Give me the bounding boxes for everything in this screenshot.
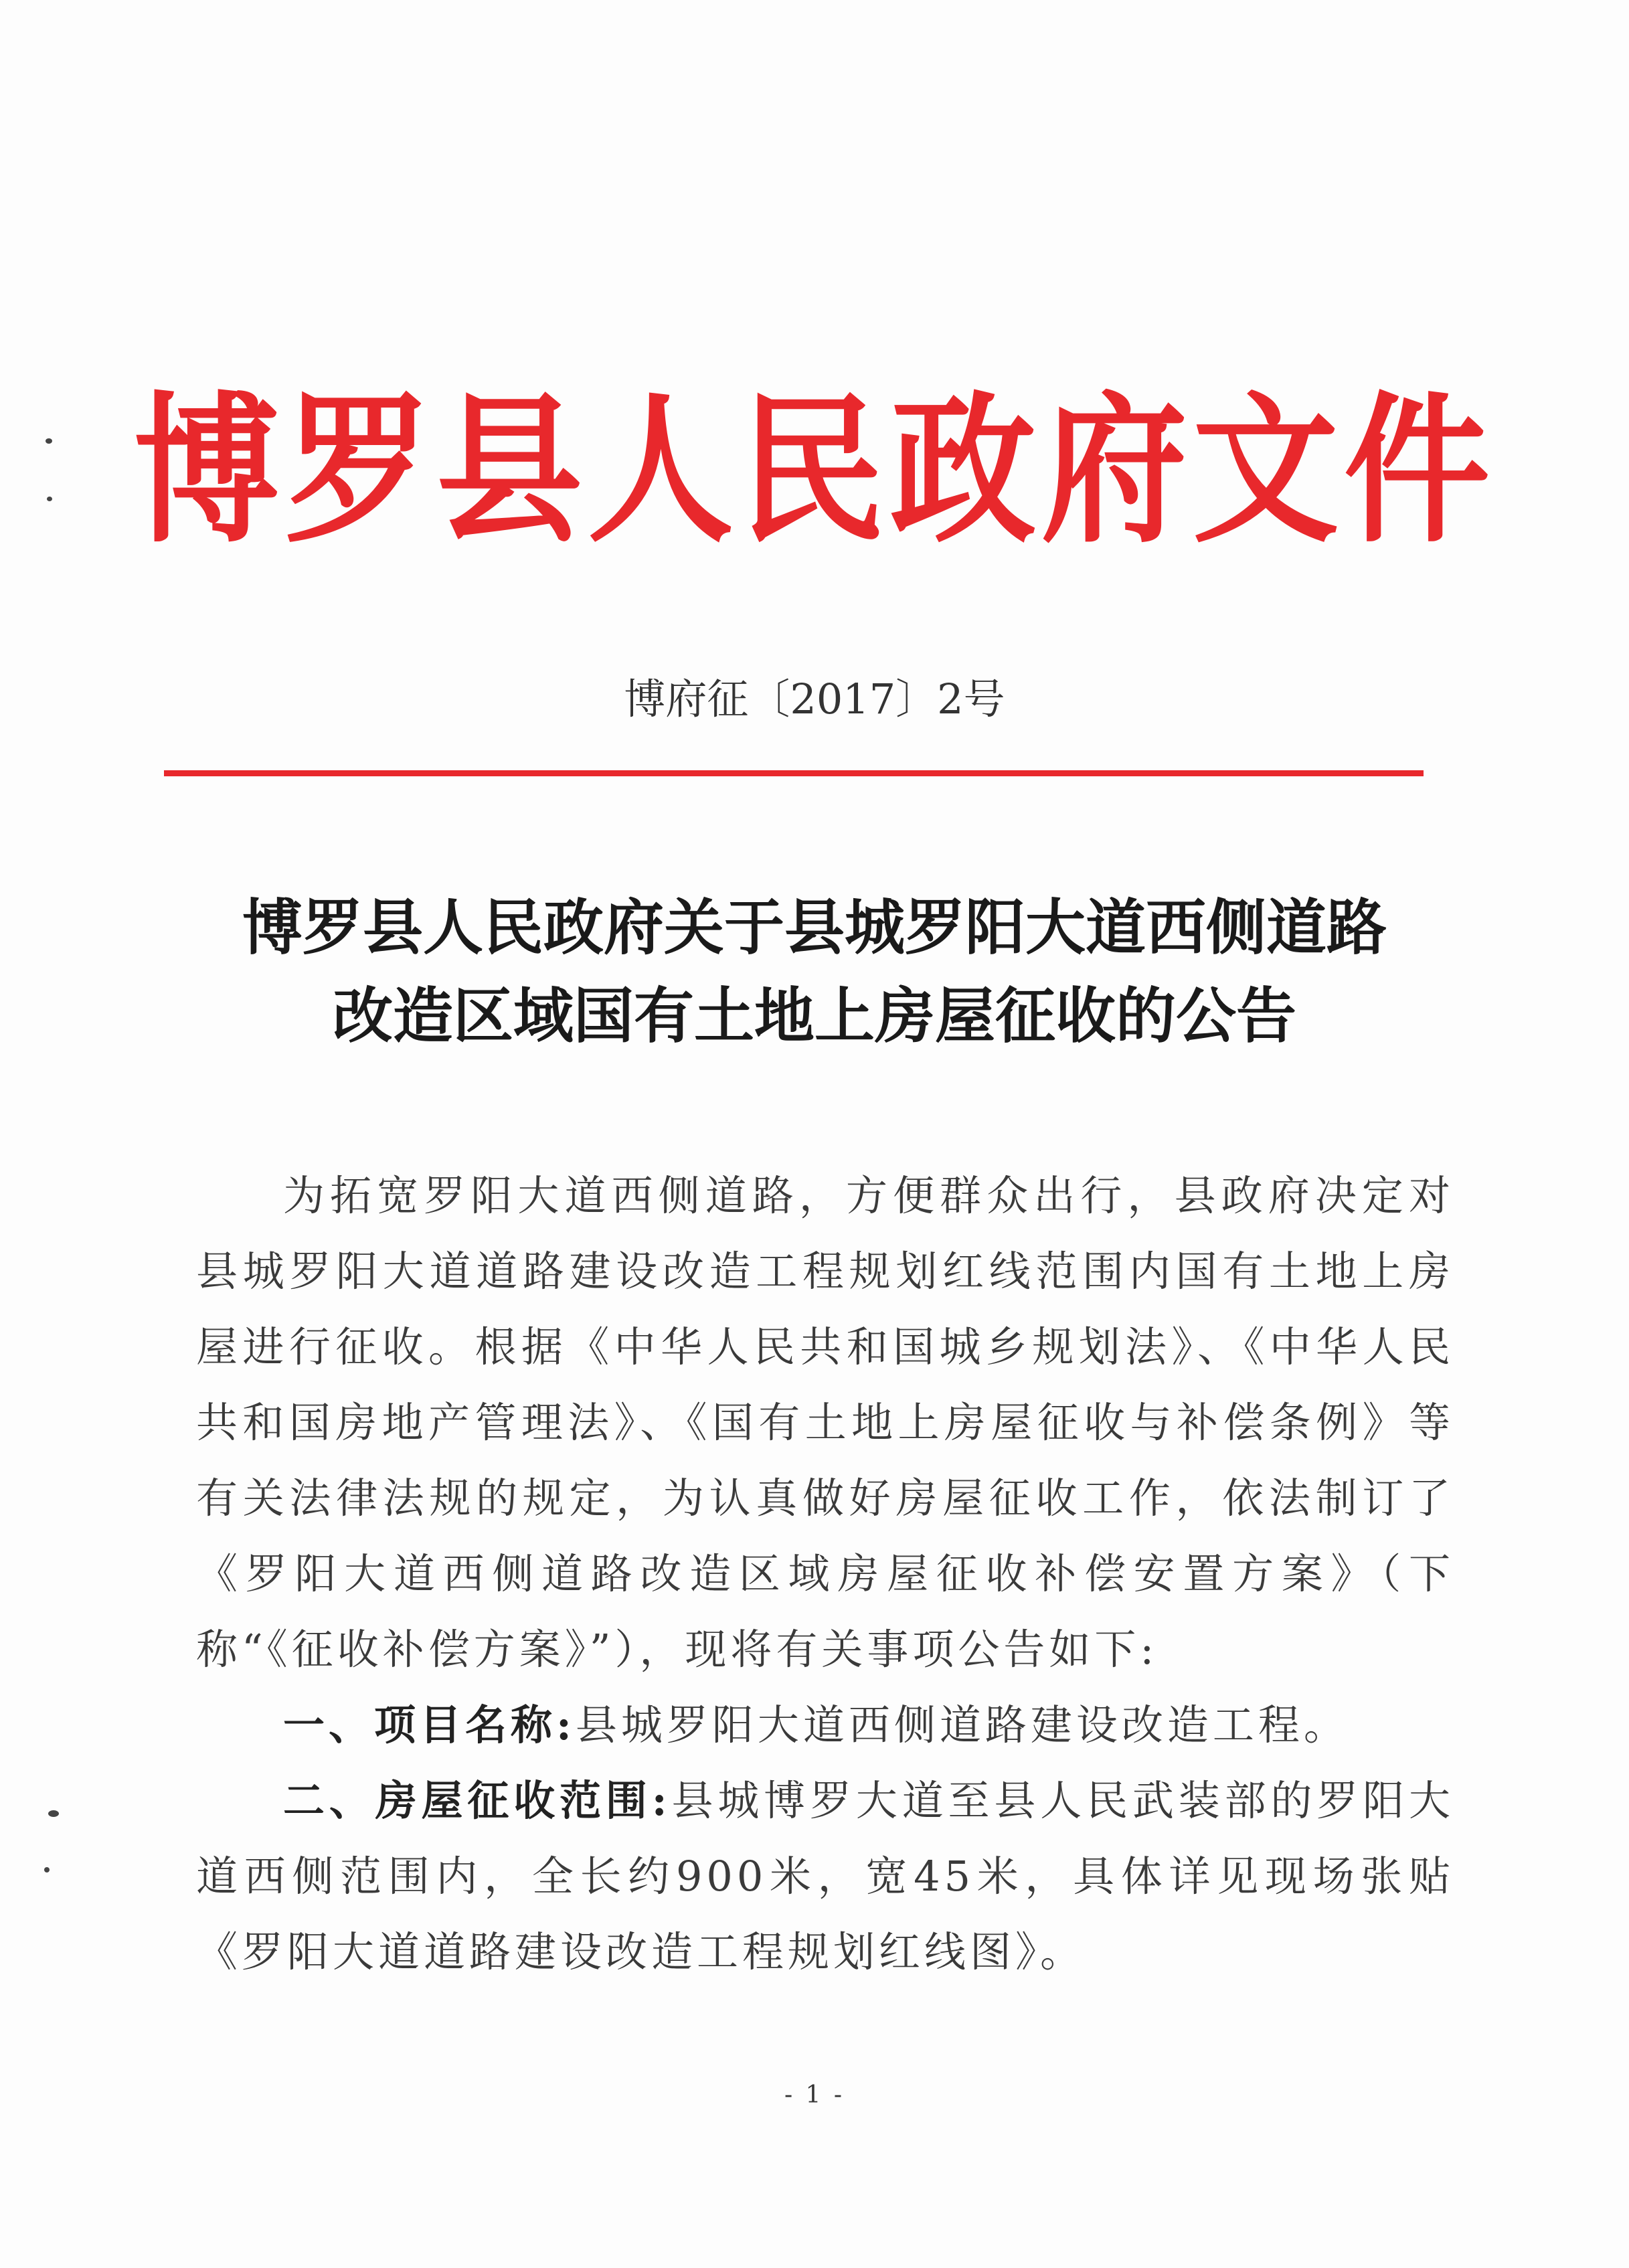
red-divider-line (164, 770, 1424, 776)
document-number: 博府征〔2017〕2号 (624, 675, 1005, 723)
item-text-1: 县城罗阳大道西侧道路建设改造工程。 (575, 1700, 1349, 1749)
item-paragraph-2 (196, 1763, 1454, 1990)
document-body (196, 1158, 1454, 1990)
title-line-2: 改造区域国有土地上房屋征收的公告 (333, 980, 1296, 1051)
item-heading-2: 二、房屋征收范围: (283, 1776, 671, 1825)
document-title (0, 883, 1629, 1060)
title-line-1: 博罗县人民政府关于县城罗阳大道西侧道路 (242, 892, 1387, 963)
scan-speck (44, 1867, 50, 1872)
page-number: - 1 - (784, 2081, 845, 2109)
scan-speck (48, 1810, 59, 1817)
item-heading-1: 一、项目名称: (283, 1700, 576, 1749)
issuer-title: 博罗县人民政府文件 (134, 376, 1495, 565)
scan-speck (46, 438, 52, 444)
item-text-2: 县城博罗大道至县人民武装部的罗阳大道西侧范围内，全长约900米，宽45米，具体详见现场张贴《罗阳大道道路建设改造工程规划红线图》。 (196, 1776, 1454, 1976)
scan-speck (47, 497, 52, 501)
intro-paragraph: 为拓宽罗阳大道西侧道路，方便群众出行，县政府决定对县城罗阳大道道路建设改造工程规划红线范围内国有土地上房屋进行征收。根据《中华人民共和国城乡规划法》、《中华人民共和国房地产管理法》、《国有土地上房屋征收与补偿条例》等有关法律法规的规定，为认真做好房屋征收工作，依法制订了《罗阳大道西侧道路改造区域房屋征收补偿安置方案》（下称“《征收补偿方案》”），现将有关事项公告如下: (196, 1171, 1454, 1674)
item-paragraph-1 (196, 1687, 1454, 1763)
